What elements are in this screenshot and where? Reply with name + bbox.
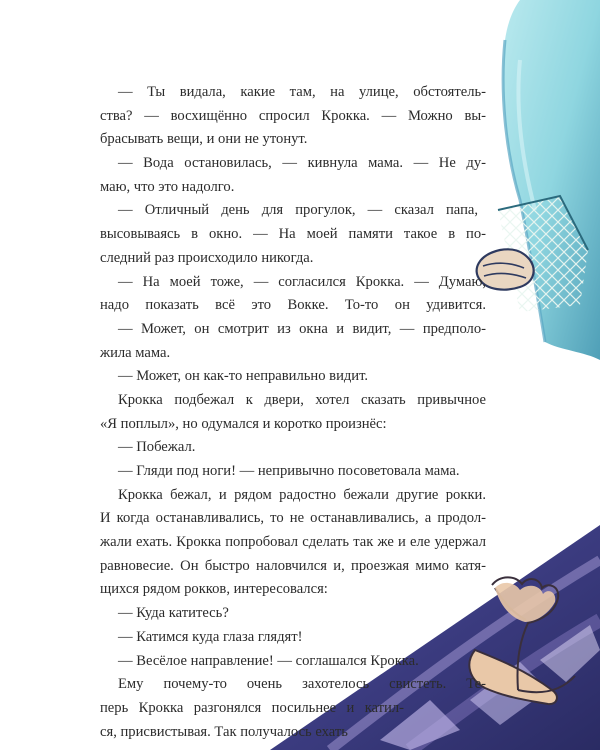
text-line-4: — Вода остановилась, — кивнула мама. — Не ду-: [118, 155, 486, 172]
text-line-1: — Ты видала, какие там, на улице, обстоятель-: [118, 84, 486, 100]
story-text: [100, 81, 486, 744]
text-line-25: — Весёлое направление! — соглашался Крокка.: [118, 652, 419, 669]
text-line-3: брасывать вещи, и они не утонут.: [100, 131, 308, 148]
text-line-7: высовываясь в окно. — На моей памяти такое в по-: [100, 226, 486, 243]
text-line-13: — Может, он как-то неправильно видит.: [118, 368, 369, 385]
text-line-26: Ему почему-то очень захотелось свистеть. Те-: [118, 676, 486, 693]
text-line-8: следний раз происходило никогда.: [100, 249, 314, 266]
text-line-19: И когда останавливались, то не останавливались, а продол-: [100, 510, 486, 527]
text-line-22: щихся рядом рокков, интересовался:: [100, 581, 328, 598]
text-line-20: жали ехать. Крокка попробовал сделать так же и еле удержал: [100, 534, 486, 551]
text-line-2: ства? — восхищённо спросил Крокка. — Можно вы-: [100, 107, 486, 124]
text-line-5: маю, что это надолго.: [100, 178, 235, 195]
text-line-28: ся, присвистывая. Так получалось ехать: [100, 723, 348, 740]
text-line-18: Крокка бежал, и рядом радостно бежали другие рокки.: [118, 486, 486, 503]
text-line-21: равновесие. Он быстро наловчился и, проезжая мимо катя-: [100, 557, 486, 574]
text-line-14: Крокка подбежал к двери, хотел сказать привычное: [118, 391, 486, 408]
text-line-24: — Катимся куда глаза глядят!: [118, 628, 303, 645]
text-line-27: перь Крокка разгонялся посильнее и катил-: [100, 699, 404, 716]
text-line-9: — На моей тоже, — согласился Крокка. — Думаю,: [118, 273, 486, 290]
text-line-15: «Я поплыл», но одумался и коротко произнёс:: [100, 415, 387, 432]
text-line-11: — Может, он смотрит из окна и видит, — предполо-: [118, 320, 486, 337]
text-line-12: жила мама.: [100, 344, 171, 361]
text-line-17: — Гляди под ноги! — непривычно посоветовала мама.: [118, 463, 460, 479]
text-line-23: — Куда катитесь?: [118, 605, 229, 622]
text-line-16: — Побежал.: [118, 439, 196, 456]
text-line-6: — Отличный день для прогулок, — сказал папа,: [118, 202, 478, 219]
text-line-10: надо показать всё это Вокке. То-то он удивится.: [100, 297, 486, 314]
